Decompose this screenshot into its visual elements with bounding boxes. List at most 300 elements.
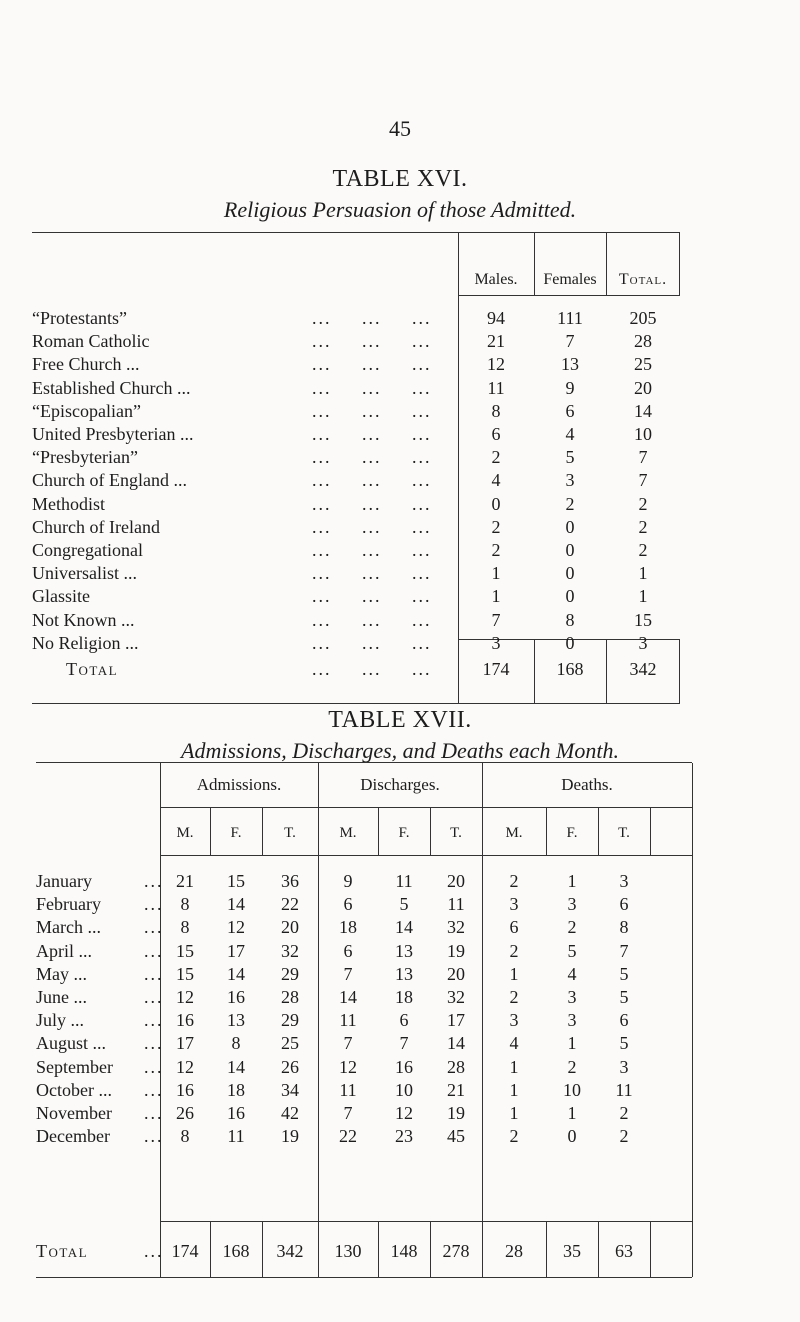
month-label: April ... bbox=[36, 940, 92, 961]
cell-f: 0 bbox=[565, 540, 575, 560]
cell-value: 2 bbox=[509, 871, 519, 891]
cell-value: 20 bbox=[281, 917, 299, 938]
cell-value: 8 bbox=[180, 917, 190, 938]
cell-value: 13 bbox=[395, 963, 413, 984]
leader-dots: ... bbox=[362, 659, 382, 679]
leader-dots: ... bbox=[362, 563, 382, 584]
row-label: Glassite bbox=[32, 586, 90, 607]
cell-value: 15 bbox=[176, 963, 194, 984]
cell-m: 4 bbox=[491, 470, 501, 491]
row-label: Church of Ireland bbox=[32, 516, 160, 537]
leader-dots: ... bbox=[312, 586, 332, 607]
cell-m: 12 bbox=[487, 354, 505, 375]
cell-value: 35 bbox=[563, 1241, 581, 1261]
cell-value: 21 bbox=[176, 871, 194, 891]
leader-dots: ... bbox=[144, 940, 164, 961]
cell-f: 8 bbox=[565, 609, 575, 630]
group-header: Deaths. bbox=[561, 775, 613, 794]
cell-t: 2 bbox=[638, 540, 648, 560]
table-17-subtitle: Admissions, Discharges, and Deaths each Month. bbox=[181, 738, 619, 763]
cell-f: 9 bbox=[565, 377, 575, 398]
cell-value: 32 bbox=[447, 917, 465, 938]
table-17-title: TABLE XVII. bbox=[328, 707, 472, 733]
leader-dots: ... bbox=[144, 1241, 164, 1261]
cell-value: 1 bbox=[509, 1103, 519, 1123]
leader-dots: ... bbox=[312, 540, 332, 560]
row-label: Church of England ... bbox=[32, 470, 187, 491]
cell-value: 17 bbox=[176, 1033, 194, 1054]
leader-dots: ... bbox=[412, 470, 432, 491]
row-label: “Protestants” bbox=[32, 308, 127, 328]
cell-value: 14 bbox=[339, 987, 357, 1007]
leader-dots: ... bbox=[144, 963, 164, 984]
leader-dots: ... bbox=[362, 586, 382, 607]
month-label: August ... bbox=[36, 1033, 107, 1054]
cell-value: 278 bbox=[442, 1241, 470, 1261]
subheader: F. bbox=[398, 825, 410, 841]
month-label: November bbox=[36, 1103, 112, 1123]
cell-value: 19 bbox=[447, 1103, 465, 1123]
cell-m: 2 bbox=[491, 516, 501, 537]
table-row bbox=[32, 378, 680, 401]
month-label: January bbox=[36, 871, 92, 891]
cell-value: 13 bbox=[227, 1010, 245, 1031]
cell-value: 3 bbox=[619, 1056, 629, 1077]
cell-m: 21 bbox=[487, 331, 505, 352]
column-divider bbox=[679, 639, 680, 703]
cell-value: 32 bbox=[447, 987, 465, 1007]
table-row bbox=[36, 917, 692, 940]
table-16-subtitle: Religious Persuasion of those Admitted. bbox=[223, 197, 577, 222]
cell-m: 11 bbox=[487, 377, 505, 398]
leader-dots: ... bbox=[412, 308, 432, 328]
header-rule bbox=[160, 807, 692, 808]
table-row bbox=[32, 563, 680, 586]
leader-dots: ... bbox=[412, 563, 432, 584]
cell-m: 1 bbox=[491, 586, 501, 607]
cell-value: 21 bbox=[447, 1079, 465, 1100]
leader-dots: ... bbox=[144, 1079, 164, 1100]
leader-dots: ... bbox=[412, 331, 432, 352]
cell-f: 0 bbox=[565, 632, 575, 653]
cell-value: 1 bbox=[509, 963, 519, 984]
cell-value: 2 bbox=[509, 1126, 519, 1147]
table-row bbox=[36, 1010, 692, 1033]
cell-value: 1 bbox=[509, 1079, 519, 1100]
cell-value: 5 bbox=[567, 940, 577, 961]
cell-value: 42 bbox=[281, 1103, 299, 1123]
cell-value: 12 bbox=[339, 1056, 357, 1077]
cell-value: 28 bbox=[505, 1241, 523, 1261]
cell-value: 16 bbox=[176, 1010, 194, 1031]
leader-dots: ... bbox=[312, 377, 332, 398]
table-row bbox=[32, 610, 680, 633]
month-label: May ... bbox=[36, 963, 87, 984]
table-row bbox=[36, 871, 692, 894]
leader-dots: ... bbox=[144, 1056, 164, 1077]
table-row bbox=[32, 447, 680, 470]
leader-dots: ... bbox=[312, 493, 332, 514]
table-row bbox=[32, 470, 680, 493]
leader-dots: ... bbox=[362, 400, 382, 421]
cell-value: 14 bbox=[227, 894, 245, 915]
row-label: “Episcopalian” bbox=[32, 400, 141, 421]
cell-value: 6 bbox=[343, 940, 353, 961]
leader-dots: ... bbox=[312, 331, 332, 352]
cell-value: 3 bbox=[619, 871, 629, 891]
cell-value: 11 bbox=[339, 1010, 357, 1031]
leader-dots: ... bbox=[362, 331, 382, 352]
row-label: Established Church ... bbox=[32, 377, 191, 398]
table-row bbox=[36, 964, 692, 987]
cell-value: 32 bbox=[281, 940, 299, 961]
row-label: United Presbyterian ... bbox=[32, 424, 194, 444]
leader-dots: ... bbox=[144, 917, 164, 938]
table-row bbox=[36, 1057, 692, 1080]
row-label: “Presbyterian” bbox=[32, 447, 138, 468]
leader-dots: ... bbox=[312, 470, 332, 491]
cell-value: 22 bbox=[339, 1126, 357, 1147]
leader-dots: ... bbox=[312, 447, 332, 468]
leader-dots: ... bbox=[412, 424, 432, 444]
total-label: Total bbox=[36, 1241, 89, 1261]
cell-value: 4 bbox=[509, 1033, 519, 1054]
column-divider bbox=[692, 763, 693, 1277]
leader-dots: ... bbox=[412, 632, 432, 653]
cell-value: 3 bbox=[567, 894, 577, 915]
total-f: 168 bbox=[556, 659, 584, 679]
cell-value: 11 bbox=[395, 871, 413, 891]
cell-value: 20 bbox=[447, 963, 465, 984]
leader-dots: ... bbox=[412, 659, 432, 679]
cell-t: 25 bbox=[634, 354, 652, 375]
table-row bbox=[36, 1126, 692, 1149]
subheader: F. bbox=[566, 825, 578, 841]
cell-value: 11 bbox=[447, 894, 465, 915]
leader-dots: ... bbox=[144, 987, 164, 1007]
cell-value: 8 bbox=[180, 1126, 190, 1147]
leader-dots: ... bbox=[412, 354, 432, 375]
row-label: Roman Catholic bbox=[32, 331, 150, 352]
cell-value: 18 bbox=[339, 917, 357, 938]
group-header: Discharges. bbox=[360, 775, 440, 794]
cell-f: 13 bbox=[561, 354, 579, 375]
leader-dots: ... bbox=[144, 1033, 164, 1054]
cell-value: 10 bbox=[395, 1079, 413, 1100]
cell-t: 205 bbox=[629, 308, 657, 328]
cell-value: 6 bbox=[343, 894, 353, 915]
subheader: M. bbox=[176, 825, 194, 841]
cell-value: 7 bbox=[619, 940, 629, 961]
cell-value: 3 bbox=[509, 894, 519, 915]
cell-value: 45 bbox=[447, 1126, 465, 1147]
subheader: M. bbox=[339, 825, 357, 841]
cell-m: 6 bbox=[491, 424, 501, 444]
cell-t: 3 bbox=[638, 632, 648, 653]
row-label: Universalist ... bbox=[32, 563, 137, 584]
leader-dots: ... bbox=[362, 609, 382, 630]
cell-value: 10 bbox=[563, 1079, 581, 1100]
cell-t: 1 bbox=[638, 563, 648, 584]
leader-dots: ... bbox=[362, 632, 382, 653]
cell-f: 4 bbox=[565, 424, 575, 444]
cell-m: 94 bbox=[487, 308, 505, 328]
cell-value: 174 bbox=[171, 1241, 199, 1261]
subheader: F. bbox=[230, 825, 242, 841]
table-row bbox=[36, 1033, 692, 1056]
leader-dots: ... bbox=[312, 308, 332, 328]
cell-value: 5 bbox=[619, 963, 629, 984]
table-row bbox=[32, 633, 680, 656]
cell-t: 1 bbox=[638, 586, 648, 607]
monthly-movements-table bbox=[36, 762, 692, 1278]
leader-dots: ... bbox=[312, 659, 332, 679]
cell-value: 168 bbox=[222, 1241, 250, 1261]
table-row bbox=[36, 941, 692, 964]
group-header: Admissions. bbox=[196, 775, 282, 794]
cell-value: 17 bbox=[227, 940, 245, 961]
cell-value: 18 bbox=[395, 987, 413, 1007]
cell-value: 8 bbox=[619, 917, 629, 938]
cell-t: 20 bbox=[634, 377, 652, 398]
cell-f: 5 bbox=[565, 447, 575, 468]
table-row bbox=[36, 894, 692, 917]
cell-value: 12 bbox=[395, 1103, 413, 1123]
cell-value: 1 bbox=[567, 871, 577, 891]
cell-value: 25 bbox=[281, 1033, 299, 1054]
month-label: December bbox=[36, 1126, 110, 1147]
table-row bbox=[32, 354, 680, 377]
cell-value: 0 bbox=[567, 1126, 577, 1147]
cell-value: 22 bbox=[281, 894, 299, 915]
leader-dots: ... bbox=[144, 1103, 164, 1123]
cell-value: 342 bbox=[276, 1241, 304, 1261]
subheader: M. bbox=[505, 825, 523, 841]
cell-value: 6 bbox=[399, 1010, 409, 1031]
cell-value: 7 bbox=[343, 963, 353, 984]
month-label: June ... bbox=[36, 987, 87, 1007]
page-number: 45 bbox=[389, 116, 411, 141]
column-divider bbox=[606, 639, 607, 703]
cell-value: 12 bbox=[176, 1056, 194, 1077]
cell-f: 0 bbox=[565, 586, 575, 607]
subheader: T. bbox=[284, 825, 296, 841]
row-label: Congregational bbox=[32, 540, 143, 560]
cell-value: 28 bbox=[447, 1056, 465, 1077]
cell-value: 7 bbox=[343, 1033, 353, 1054]
table-row bbox=[32, 331, 680, 354]
header-males: Males. bbox=[474, 271, 518, 288]
table-16-title: TABLE XVI. bbox=[332, 166, 468, 192]
cell-value: 16 bbox=[176, 1079, 194, 1100]
leader-dots: ... bbox=[312, 424, 332, 444]
cell-value: 2 bbox=[567, 917, 577, 938]
leader-dots: ... bbox=[144, 871, 164, 891]
cell-value: 2 bbox=[509, 940, 519, 961]
table-row bbox=[36, 1103, 692, 1126]
cell-value: 63 bbox=[615, 1241, 633, 1261]
cell-value: 130 bbox=[334, 1241, 362, 1261]
cell-value: 28 bbox=[281, 987, 299, 1007]
cell-value: 11 bbox=[339, 1079, 357, 1100]
cell-value: 16 bbox=[227, 987, 245, 1007]
cell-value: 23 bbox=[395, 1126, 413, 1147]
cell-t: 10 bbox=[634, 424, 652, 444]
cell-value: 16 bbox=[395, 1056, 413, 1077]
cell-value: 17 bbox=[447, 1010, 465, 1031]
month-label: February bbox=[36, 894, 101, 915]
column-divider bbox=[650, 807, 651, 855]
total-row bbox=[32, 659, 680, 682]
leader-dots: ... bbox=[412, 586, 432, 607]
month-label: October ... bbox=[36, 1079, 112, 1100]
table-row bbox=[32, 308, 680, 331]
cell-value: 11 bbox=[227, 1126, 245, 1147]
leader-dots: ... bbox=[412, 447, 432, 468]
leader-dots: ... bbox=[362, 447, 382, 468]
leader-dots: ... bbox=[362, 354, 382, 375]
cell-t: 15 bbox=[634, 609, 652, 630]
cell-value: 8 bbox=[231, 1033, 241, 1054]
cell-m: 2 bbox=[491, 540, 501, 560]
cell-value: 15 bbox=[176, 940, 194, 961]
total-rule bbox=[160, 1221, 692, 1222]
cell-value: 36 bbox=[281, 871, 299, 891]
cell-value: 4 bbox=[567, 963, 577, 984]
cell-t: 28 bbox=[634, 331, 652, 352]
leader-dots: ... bbox=[362, 424, 382, 444]
cell-f: 0 bbox=[565, 563, 575, 584]
cell-t: 2 bbox=[638, 493, 648, 514]
leader-dots: ... bbox=[412, 400, 432, 421]
cell-value: 19 bbox=[447, 940, 465, 961]
subheader: T. bbox=[450, 825, 462, 841]
religious-persuasion-table bbox=[32, 232, 680, 704]
leader-dots: ... bbox=[312, 354, 332, 375]
leader-dots: ... bbox=[312, 609, 332, 630]
leader-dots: ... bbox=[362, 308, 382, 328]
cell-value: 8 bbox=[180, 894, 190, 915]
header-females: Females bbox=[543, 271, 597, 288]
cell-value: 26 bbox=[281, 1056, 299, 1077]
cell-value: 1 bbox=[509, 1056, 519, 1077]
cell-value: 2 bbox=[619, 1103, 629, 1123]
leader-dots: ... bbox=[412, 516, 432, 537]
table-row bbox=[32, 494, 680, 517]
cell-t: 14 bbox=[634, 400, 652, 421]
leader-dots: ... bbox=[144, 1010, 164, 1031]
cell-value: 19 bbox=[281, 1126, 299, 1147]
cell-value: 29 bbox=[281, 963, 299, 984]
cell-value: 18 bbox=[227, 1079, 245, 1100]
leader-dots: ... bbox=[312, 516, 332, 537]
leader-dots: ... bbox=[362, 377, 382, 398]
total-row bbox=[36, 1241, 692, 1264]
row-label: No Religion ... bbox=[32, 632, 139, 653]
row-label: Not Known ... bbox=[32, 609, 135, 630]
leader-dots: ... bbox=[412, 493, 432, 514]
cell-value: 7 bbox=[399, 1033, 409, 1054]
cell-value: 1 bbox=[567, 1103, 577, 1123]
cell-value: 11 bbox=[615, 1079, 633, 1100]
cell-m: 7 bbox=[491, 609, 501, 630]
cell-value: 3 bbox=[509, 1010, 519, 1031]
cell-value: 14 bbox=[227, 1056, 245, 1077]
cell-value: 34 bbox=[281, 1079, 299, 1100]
cell-value: 5 bbox=[619, 1033, 629, 1054]
table-row bbox=[36, 1080, 692, 1103]
leader-dots: ... bbox=[362, 470, 382, 491]
row-label: Free Church ... bbox=[32, 354, 140, 375]
cell-t: 7 bbox=[638, 470, 648, 491]
table-row bbox=[32, 586, 680, 609]
cell-value: 1 bbox=[567, 1033, 577, 1054]
cell-value: 6 bbox=[619, 1010, 629, 1031]
cell-value: 15 bbox=[227, 871, 245, 891]
cell-value: 148 bbox=[390, 1241, 418, 1261]
leader-dots: ... bbox=[412, 377, 432, 398]
cell-value: 14 bbox=[447, 1033, 465, 1054]
leader-dots: ... bbox=[412, 609, 432, 630]
table-row bbox=[32, 517, 680, 540]
table-row bbox=[32, 540, 680, 563]
total-label: Total bbox=[66, 659, 119, 679]
row-label: Methodist bbox=[32, 493, 106, 514]
cell-f: 6 bbox=[565, 400, 575, 421]
cell-value: 6 bbox=[619, 894, 629, 915]
month-label: September bbox=[36, 1056, 113, 1077]
cell-value: 7 bbox=[343, 1103, 353, 1123]
leader-dots: ... bbox=[144, 894, 164, 915]
table-row bbox=[32, 401, 680, 424]
cell-value: 2 bbox=[567, 1056, 577, 1077]
leader-dots: ... bbox=[362, 540, 382, 560]
cell-t: 7 bbox=[638, 447, 648, 468]
subheader: T. bbox=[618, 825, 630, 841]
cell-value: 14 bbox=[395, 917, 413, 938]
cell-value: 3 bbox=[567, 1010, 577, 1031]
total-t: 342 bbox=[629, 659, 657, 679]
cell-m: 0 bbox=[491, 493, 501, 514]
total-m: 174 bbox=[482, 659, 510, 679]
cell-value: 5 bbox=[399, 894, 409, 915]
cell-value: 26 bbox=[176, 1103, 194, 1123]
leader-dots: ... bbox=[362, 493, 382, 514]
cell-value: 29 bbox=[281, 1010, 299, 1031]
cell-t: 2 bbox=[638, 516, 648, 537]
cell-f: 3 bbox=[565, 470, 575, 491]
leader-dots: ... bbox=[412, 540, 432, 560]
header-rule bbox=[160, 855, 692, 856]
cell-m: 3 bbox=[491, 632, 501, 653]
cell-value: 2 bbox=[509, 987, 519, 1007]
leader-dots: ... bbox=[312, 563, 332, 584]
cell-f: 2 bbox=[565, 493, 575, 514]
month-label: March ... bbox=[36, 917, 101, 938]
cell-value: 6 bbox=[509, 917, 519, 938]
column-divider bbox=[534, 639, 535, 703]
cell-f: 0 bbox=[565, 516, 575, 537]
header-total: Total. bbox=[618, 271, 668, 288]
cell-value: 13 bbox=[395, 940, 413, 961]
cell-value: 16 bbox=[227, 1103, 245, 1123]
cell-value: 5 bbox=[619, 987, 629, 1007]
leader-dots: ... bbox=[362, 516, 382, 537]
cell-value: 12 bbox=[176, 987, 194, 1007]
leader-dots: ... bbox=[144, 1126, 164, 1147]
cell-value: 3 bbox=[567, 987, 577, 1007]
cell-value: 9 bbox=[343, 871, 353, 891]
